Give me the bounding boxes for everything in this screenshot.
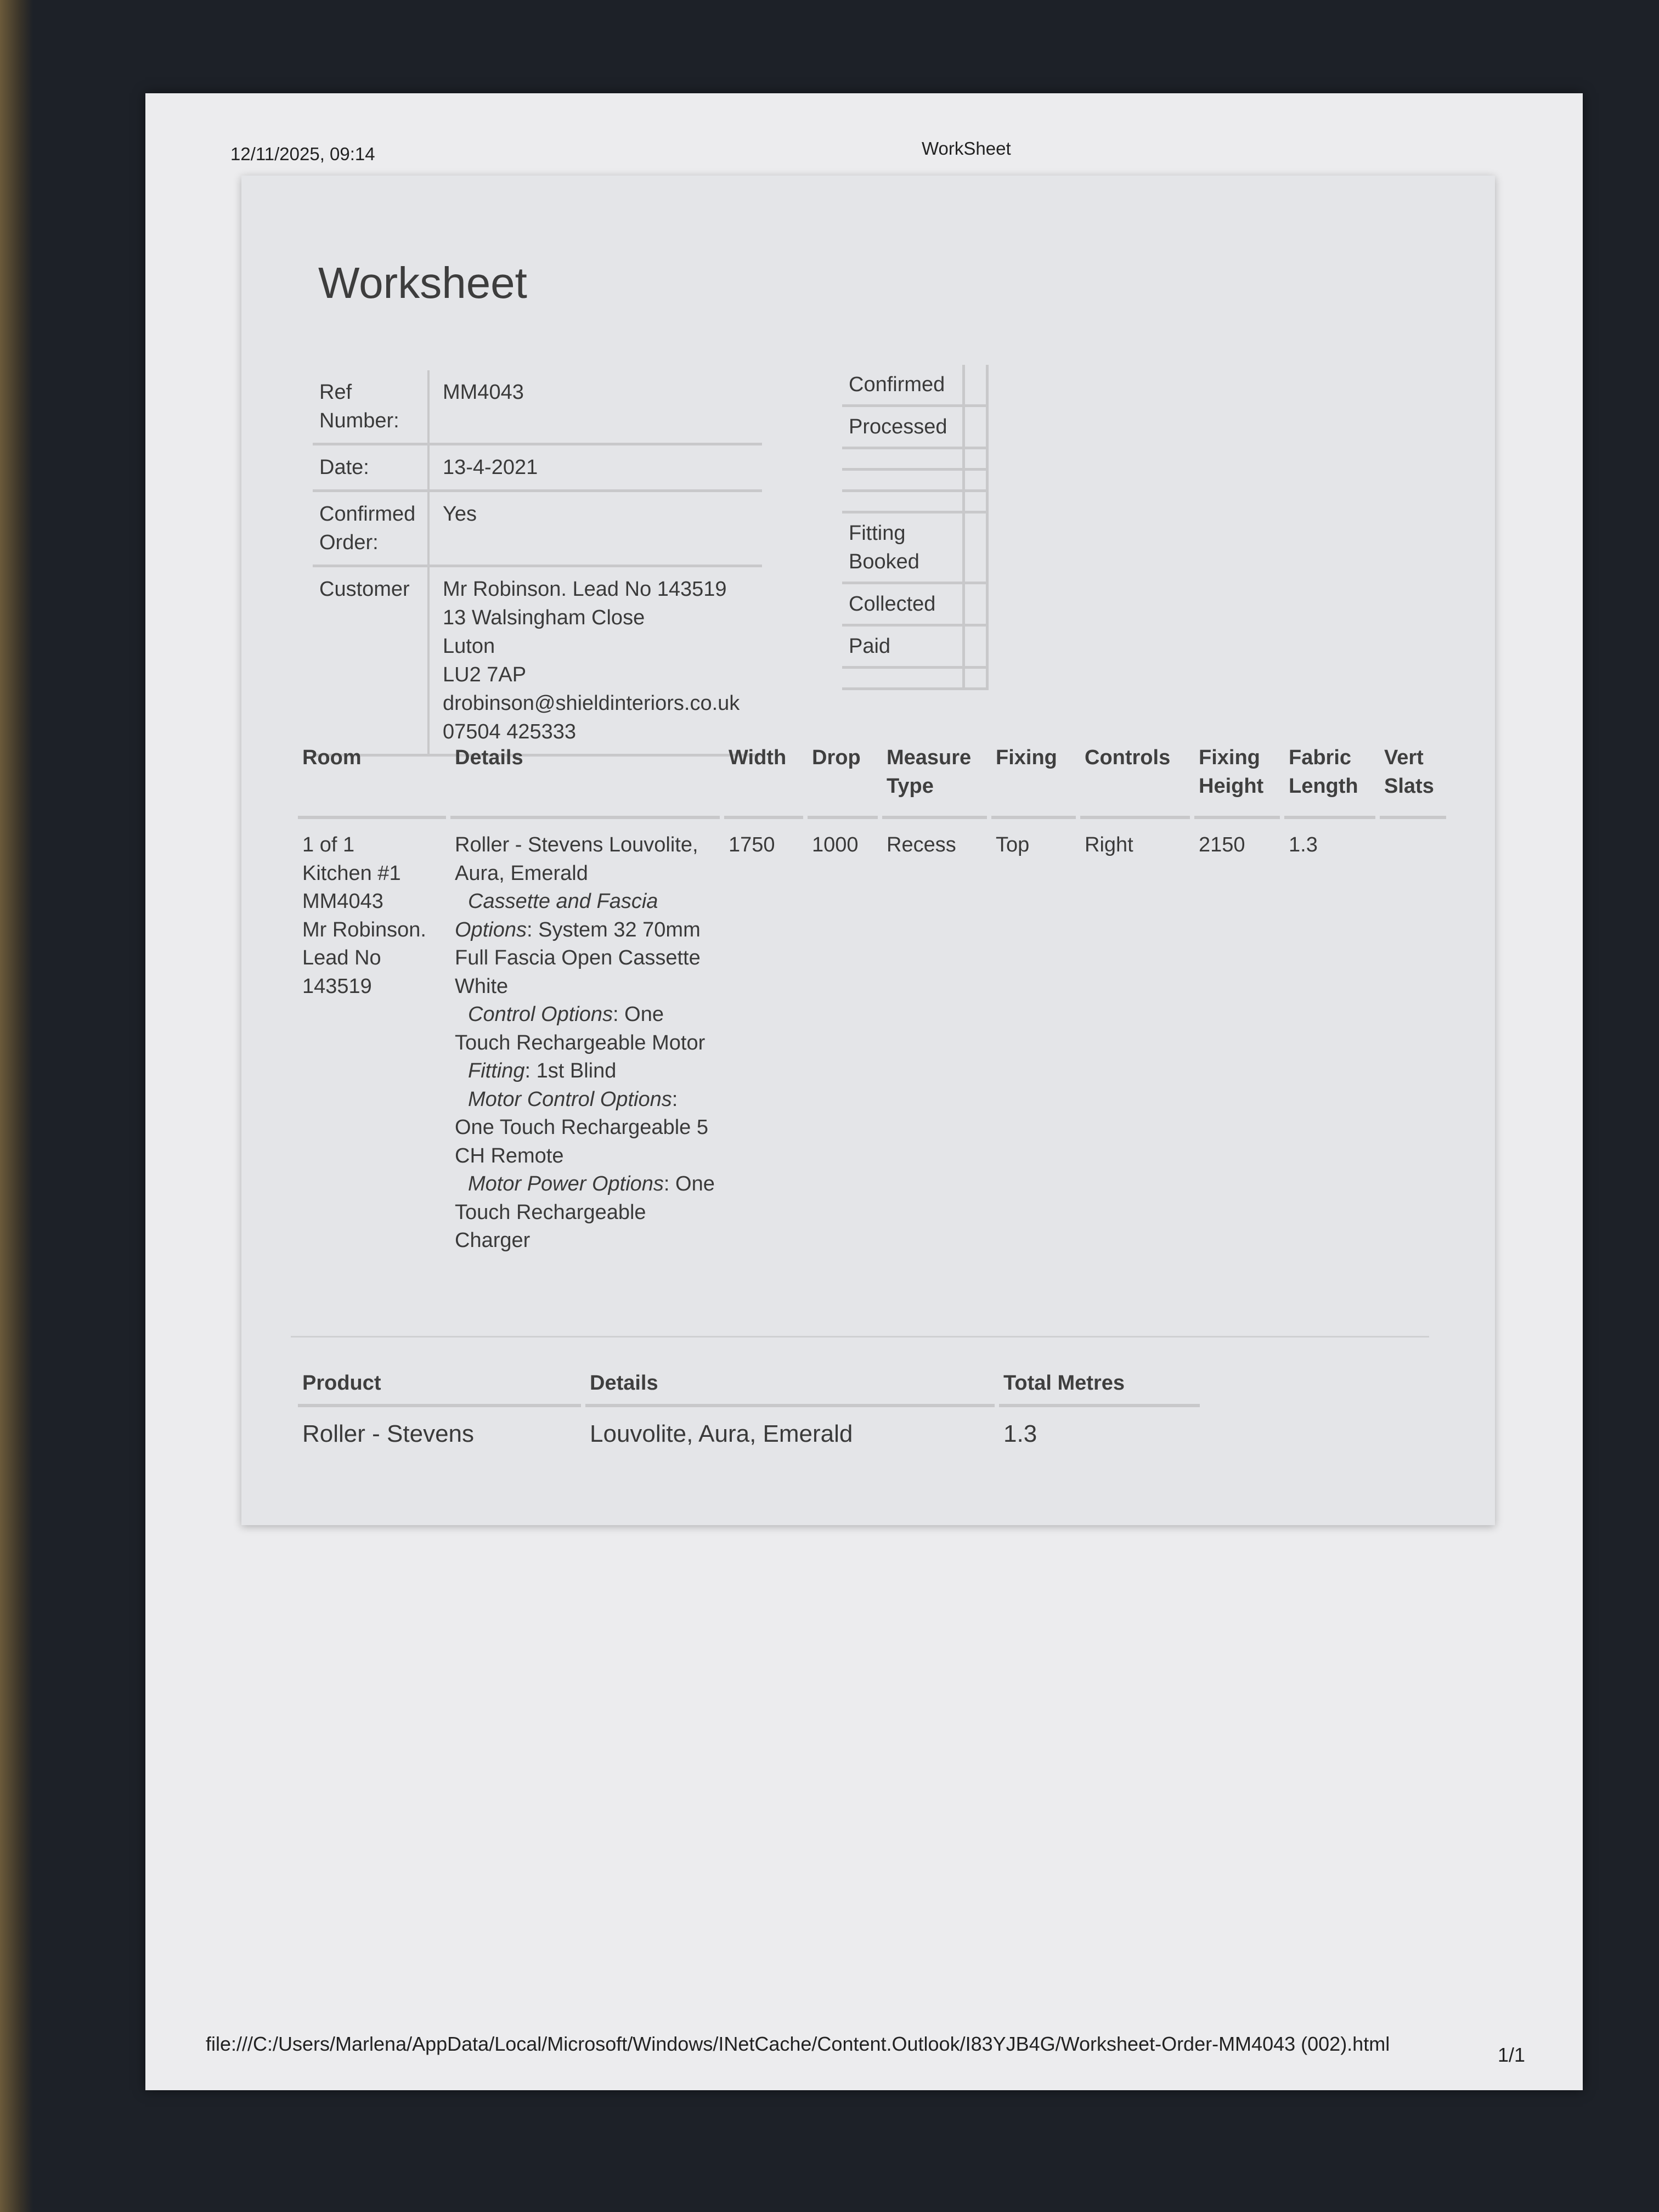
page-title: Worksheet xyxy=(318,258,527,307)
option-label: Cassette and Fascia Options xyxy=(455,890,658,941)
option-value: One Touch Rechargeable Motor xyxy=(455,1003,706,1054)
drop-cell: 1000 xyxy=(812,833,859,856)
status-blank-row xyxy=(842,470,964,491)
option-label: Control Options xyxy=(468,1003,613,1026)
col-fabric-length-header: Fabric Length xyxy=(1284,738,1375,819)
customer-street: 13 Walsingham Close xyxy=(443,606,645,629)
status-paid-label: Paid xyxy=(842,625,964,668)
printed-page xyxy=(145,93,1583,2090)
table-row xyxy=(298,819,1446,1255)
date-label: Date: xyxy=(313,444,428,491)
status-fitting-booked-label: Fitting Booked xyxy=(842,512,964,583)
room-line: 1 of 1 xyxy=(302,833,355,856)
option-fitting: Fitting: 1st Blind xyxy=(455,1057,715,1086)
option-label: Motor Power Options xyxy=(468,1172,664,1195)
status-blank-row xyxy=(842,448,964,470)
order-info-table xyxy=(313,370,762,757)
fabric-length-cell: 1.3 xyxy=(1289,833,1318,856)
option-label: Motor Control Options xyxy=(468,1087,672,1111)
worksheet-panel xyxy=(241,176,1495,1525)
room-cell xyxy=(298,819,446,1255)
option-value: System 32 70mm Full Fascia Open Cassette White xyxy=(455,918,701,998)
confirmed-order-value: Yes xyxy=(428,491,762,566)
col-drop-header: Drop xyxy=(808,738,878,819)
option-control: Control Options: One Touch Rechargeable Motor xyxy=(455,1003,706,1054)
status-processed-box xyxy=(964,406,988,448)
confirmed-order-label: Confirmed Order: xyxy=(313,491,428,566)
vert-slats-cell xyxy=(1380,819,1446,1255)
ref-number-label: Ref Number: xyxy=(313,370,428,444)
room-line: 143519 xyxy=(302,974,372,998)
status-blank-box xyxy=(964,668,988,689)
customer-name-lead: Mr Robinson. Lead No 143519 xyxy=(443,578,727,601)
option-value: 1st Blind xyxy=(536,1059,617,1082)
print-page-number: 1/1 xyxy=(1498,2044,1526,2066)
col-fixing-height-header: Fixing Height xyxy=(1194,738,1280,819)
status-processed-label: Processed xyxy=(842,406,964,448)
option-motor-control: Motor Control Options: One Touch Rechargeable 5 CH Remote xyxy=(455,1087,708,1167)
total-metres-cell: 1.3 xyxy=(1003,1420,1037,1447)
status-blank-row xyxy=(842,668,964,689)
product-cell: Roller - Stevens xyxy=(302,1420,475,1447)
status-blank-box xyxy=(964,448,988,470)
customer-phone: 07504 425333 xyxy=(443,720,577,743)
status-collected-label: Collected xyxy=(842,583,964,625)
option-label: Fitting xyxy=(468,1059,525,1082)
status-confirmed-label: Confirmed xyxy=(842,365,964,406)
date-value: 13-4-2021 xyxy=(428,444,762,491)
status-blank-box xyxy=(964,470,988,491)
col-controls-header: Controls xyxy=(1080,738,1190,819)
status-fitting-booked-box xyxy=(964,512,988,583)
status-checklist xyxy=(842,365,989,690)
status-blank-box xyxy=(964,491,988,512)
room-line: Mr Robinson. xyxy=(302,918,426,941)
status-collected-box xyxy=(964,583,988,625)
print-page-title: WorkSheet xyxy=(922,138,1011,159)
width-cell: 1750 xyxy=(729,833,775,856)
customer-details xyxy=(428,566,762,755)
col-room-header: Room xyxy=(298,738,446,819)
table-row xyxy=(298,1407,1200,1448)
col-vert-slats-header: Vert Slats xyxy=(1380,738,1446,819)
details-main: Roller - Stevens Louvolite, Aura, Emerald xyxy=(455,833,698,885)
room-line: MM4043 xyxy=(302,890,383,913)
customer-town: Luton xyxy=(443,635,495,658)
customer-email: drobinson@shieldinteriors.co.uk xyxy=(443,692,740,715)
details-cell xyxy=(450,819,720,1255)
product-details-cell: Louvolite, Aura, Emerald xyxy=(590,1420,853,1447)
controls-cell: Right xyxy=(1085,833,1133,856)
measure-type-cell: Recess xyxy=(887,833,956,856)
col-fixing-header: Fixing xyxy=(991,738,1076,819)
room-line: Lead No xyxy=(302,946,381,969)
customer-label: Customer xyxy=(313,566,428,755)
col-total-metres-header: Total Metres xyxy=(999,1366,1200,1407)
print-file-url: file:///C:/Users/Marlena/AppData/Local/Microsoft/Windows/INetCache/Content.Outlook/I83YJB4G/Worksheet-Order-MM4043 (002).html xyxy=(206,2033,1390,2055)
option-motor-power: Motor Power Options: One Touch Rechargeable Charger xyxy=(455,1172,715,1252)
status-paid-box xyxy=(964,625,988,668)
print-date-time: 12/11/2025, 09:14 xyxy=(230,144,375,164)
desk-background xyxy=(0,0,33,2212)
col-measure-type-header: Measure Type xyxy=(882,738,987,819)
status-blank-row xyxy=(842,491,964,512)
product-summary-table xyxy=(294,1366,1204,1448)
customer-postcode: LU2 7AP xyxy=(443,663,527,686)
option-cassette-fascia: Cassette and Fascia Options: System 32 70mm Full Fascia Open Cassette White xyxy=(455,890,701,998)
col-product-details-header: Details xyxy=(585,1366,995,1407)
option-value: One Touch Rechargeable Charger xyxy=(455,1172,715,1252)
ref-number-value: MM4043 xyxy=(428,370,762,444)
room-line: Kitchen #1 xyxy=(302,861,401,885)
option-value: One Touch Rechargeable 5 CH Remote xyxy=(455,1116,708,1167)
fixing-cell: Top xyxy=(996,833,1030,856)
status-confirmed-box xyxy=(964,365,988,406)
col-product-header: Product xyxy=(298,1366,581,1407)
col-details-header: Details xyxy=(450,738,720,819)
order-lines-table xyxy=(294,738,1451,1255)
fixing-height-cell: 2150 xyxy=(1199,833,1245,856)
col-width-header: Width xyxy=(724,738,803,819)
section-divider xyxy=(291,1336,1429,1338)
